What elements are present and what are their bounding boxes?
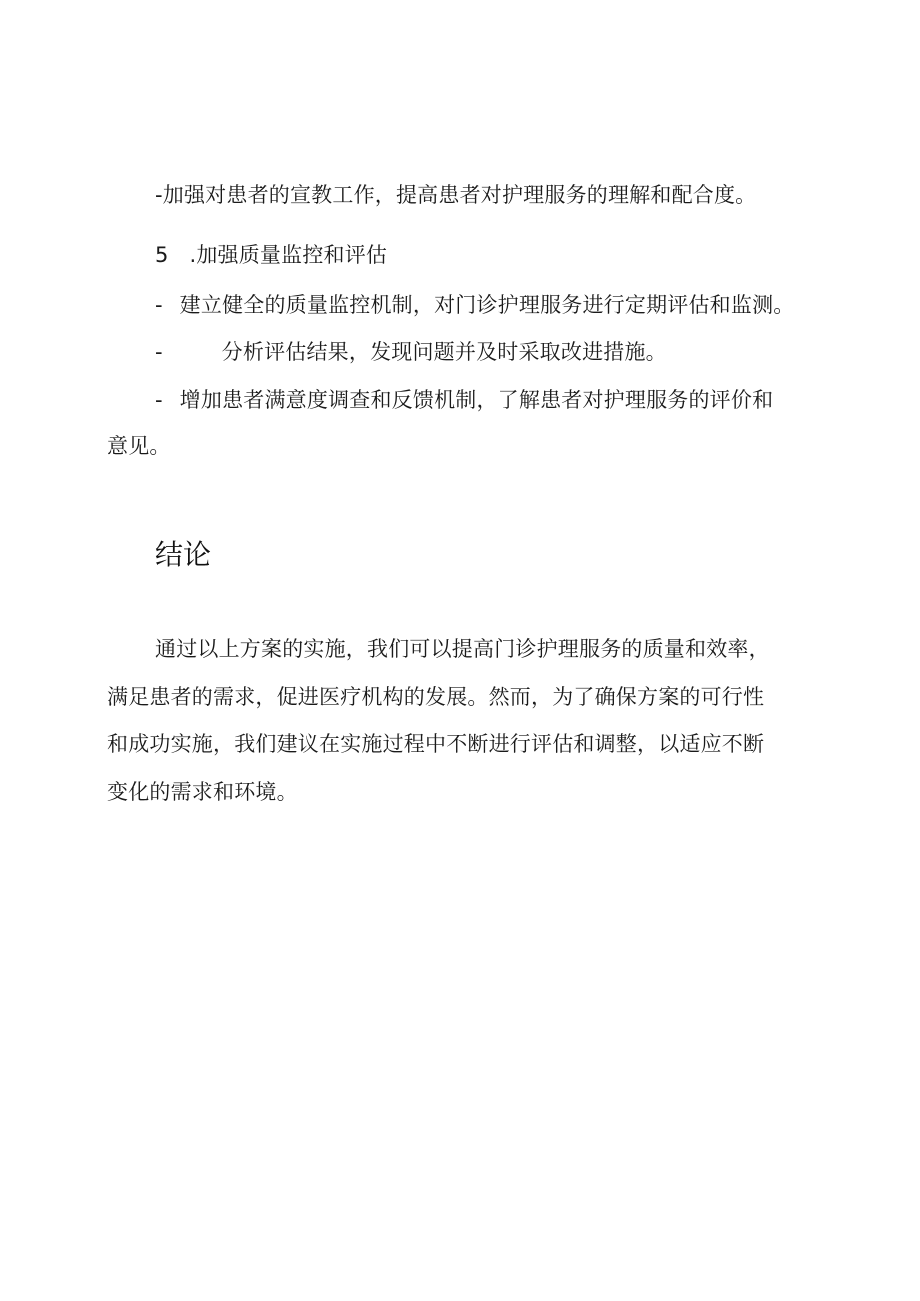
conclusion-heading: 结论	[155, 538, 212, 571]
bullet-item-analyze-results	[155, 338, 667, 366]
conclusion-paragraph-line-3: 和成功实施，我们建议在实施过程中不断进行评估和调整，以适应不断	[107, 732, 765, 756]
conclusion-paragraph-line-2: 满足患者的需求，促进医疗机构的发展。然而，为了确保方案的可行性	[107, 685, 765, 709]
bullet-item-patient-education: -加强对患者的宣教工作，提高患者对护理服务的理解和配合度。	[155, 183, 757, 207]
bullet-dash: -	[155, 388, 163, 412]
conclusion-paragraph-line-1: 通过以上方案的实施，我们可以提高门诊护理服务的质量和效率，	[155, 637, 770, 661]
bullet-item-satisfaction-survey	[155, 386, 773, 414]
conclusion-paragraph-line-4: 变化的需求和环境。	[107, 780, 298, 804]
item-number: 5	[155, 243, 169, 267]
bullet-dash: -	[155, 340, 163, 364]
numbered-heading-item-5	[155, 241, 387, 269]
bullet-text: 建立健全的质量监控机制，对门诊护理服务进行定期评估和监测。	[179, 293, 795, 317]
bullet-text-line-2: 意见。	[107, 434, 171, 458]
bullet-text: 分析评估结果，发现问题并及时采取改进措施。	[221, 340, 667, 364]
bullet-dash: -	[155, 293, 163, 317]
bullet-item-quality-monitoring	[155, 291, 794, 319]
item-title: .加强质量监控和评估	[189, 243, 388, 267]
bullet-text-line-1: 增加患者满意度调查和反馈机制，了解患者对护理服务的评价和	[179, 388, 774, 412]
